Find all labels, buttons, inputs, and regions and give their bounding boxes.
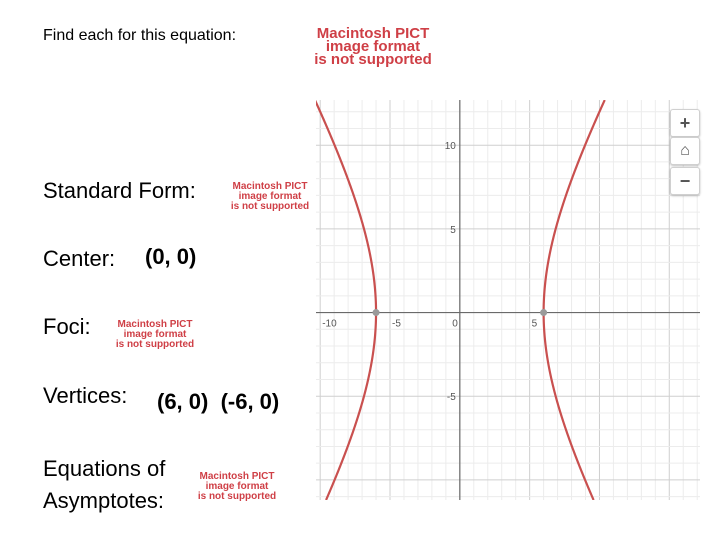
y-tick-label: 10 bbox=[444, 141, 456, 153]
pict-line-3: is not supported bbox=[230, 201, 310, 212]
asymptotes-label bbox=[43, 453, 165, 517]
standard-form-label: Standard Form: bbox=[43, 178, 196, 203]
pict-placeholder-foci bbox=[107, 320, 203, 350]
home-button[interactable] bbox=[670, 137, 700, 165]
vertex-point bbox=[540, 309, 547, 316]
center-label: Center: bbox=[43, 246, 116, 271]
zoom-in-button[interactable] bbox=[670, 109, 700, 137]
y-tick-label: 5 bbox=[450, 224, 456, 236]
y-tick-label: -5 bbox=[446, 392, 456, 404]
axes bbox=[316, 100, 700, 500]
foci-label: Foci: bbox=[43, 314, 91, 339]
tick-labels bbox=[322, 141, 537, 403]
pict-line-1: Macintosh PICT bbox=[316, 25, 430, 42]
origin-label: 0 bbox=[452, 318, 458, 330]
pict-line-2: image format bbox=[205, 481, 269, 492]
pict-line-2: image format bbox=[123, 329, 187, 340]
pict-placeholder-equation bbox=[277, 27, 469, 66]
hyperbola-left-branch bbox=[316, 100, 376, 500]
asymptotes-label-line-1: Equations of bbox=[43, 456, 166, 481]
pict-line-1: Macintosh PICT bbox=[232, 181, 308, 192]
pict-placeholder-standard-form bbox=[222, 182, 318, 212]
plus-icon: + bbox=[679, 112, 691, 133]
grid bbox=[316, 100, 700, 500]
pict-line-2: image format bbox=[238, 191, 302, 202]
pict-placeholder-asymptotes bbox=[192, 472, 282, 502]
x-tick-label: 5 bbox=[531, 318, 538, 330]
vertices-label: Vertices: bbox=[43, 383, 128, 408]
asymptotes-label-line-2: Asymptotes: bbox=[43, 488, 165, 513]
center-value: (0, 0) bbox=[145, 244, 197, 269]
prompt-text: Find each for this equation: bbox=[43, 27, 237, 44]
vertices-value: (6, 0) (-6, 0) bbox=[157, 389, 280, 414]
minus-icon: − bbox=[679, 170, 691, 191]
pict-line-2: image format bbox=[325, 38, 421, 55]
home-icon: ⌂ bbox=[680, 142, 690, 159]
hyperbola-right-branch bbox=[544, 100, 605, 500]
vertex-point bbox=[373, 309, 380, 316]
zoom-out-button[interactable] bbox=[670, 167, 700, 195]
pict-line-1: Macintosh PICT bbox=[117, 319, 193, 330]
x-tick-label: -10 bbox=[322, 318, 337, 330]
pict-line-3: is not supported bbox=[115, 339, 195, 350]
hyperbola-graph[interactable] bbox=[316, 100, 700, 500]
pict-line-3: is not supported bbox=[197, 491, 277, 502]
pict-line-1: Macintosh PICT bbox=[199, 471, 275, 482]
pict-line-3: is not supported bbox=[314, 51, 432, 68]
x-tick-label: -5 bbox=[392, 318, 401, 330]
